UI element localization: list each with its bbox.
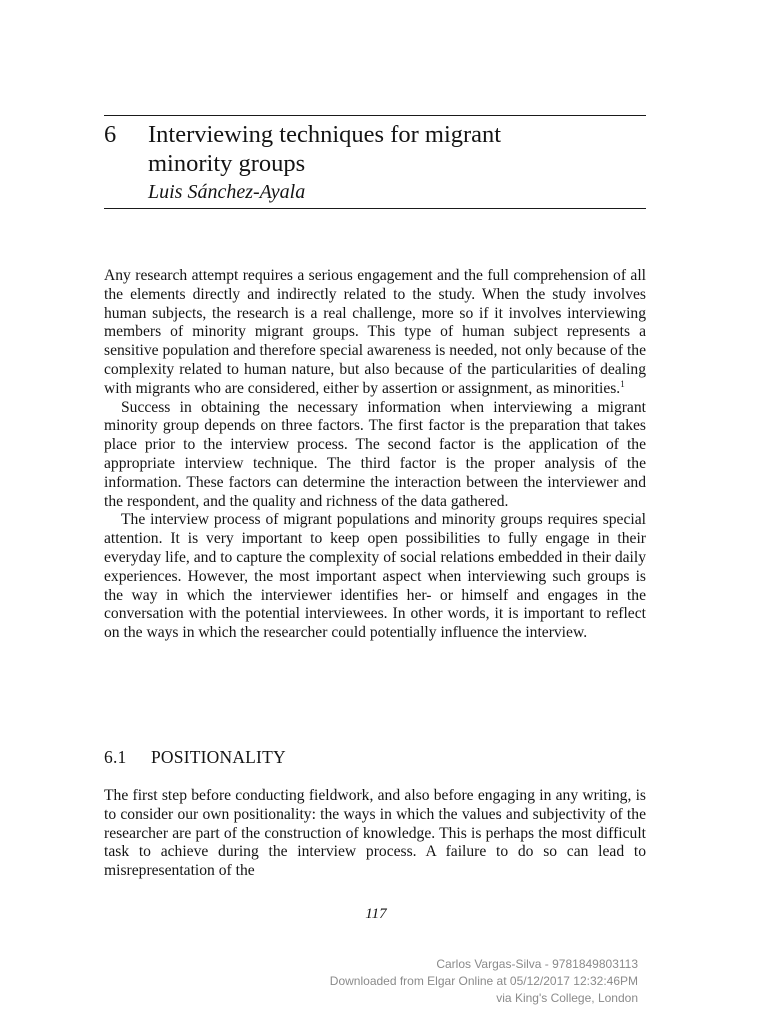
intro-paragraph-3: The interview process of migrant populations and minority groups requires special attention. It is very important to keep open possibilities to fully engage in their everyday life, and to capture the complexity of social relations embedded in their daily experiences. However, the most important aspect when interviewing such groups is the way in which the interviewer identifies her- or himself and engages in the conversation with the potential interviewees. In other words, it is important to reflect on the ways in which the researcher could potentially influence the interview. (104, 511, 646, 642)
chapter-title-line-1: Interviewing techniques for migrant (148, 121, 502, 148)
chapter-title (148, 120, 646, 178)
intro-paragraph-1 (104, 267, 646, 399)
intro-text (104, 267, 646, 643)
watermark-line-3: via King's College, London (496, 991, 638, 1005)
intro-paragraph-1-text: Any research attempt requires a serious engagement and the full comprehension of all the elements directly and indirectly related to the study. When the study involves human subjects, the research is a real challenge, more so if it involves interviewing members of minority migrant groups. This type of human subject represents a sensitive population and therefore special awareness is needed, not only because of the complexity related to human nature, but also because of the particularities of dealing with migrants who are considered, either by assertion or assignment, as minorities. (104, 267, 646, 397)
chapter-author: Luis Sánchez-Ayala (148, 181, 306, 203)
watermark-line-2: Downloaded from Elgar Online at 05/12/2017 12:32:46PM (329, 974, 638, 988)
section-number: 6.1 (104, 747, 127, 767)
chapter-title-line-2: minority groups (148, 150, 306, 177)
footnote-marker[interactable]: 1 (620, 378, 625, 389)
watermark-line-1: Carlos Vargas-Silva - 9781849803113 (436, 957, 638, 971)
download-watermark (330, 956, 638, 1007)
chapter-number: 6 (104, 121, 117, 148)
page-number: 117 (365, 906, 387, 922)
section-paragraph-1: The first step before conducting fieldwork, and also before engaging in any writing, is to consider our own positionality: the ways in which the values and subjectivity of the researcher are part of the construction of knowledge. This is perhaps the most difficult task to achieve during the interview process. A failure to do so can lead to misrepresentation of the (104, 787, 646, 880)
section-title: POSITIONALITY (151, 747, 286, 767)
chapter-top-rule (104, 115, 646, 116)
chapter-bottom-rule (104, 208, 646, 209)
section-heading (104, 746, 286, 768)
intro-paragraph-2: Success in obtaining the necessary information when interviewing a migrant minority group depends on three factors. The first factor is the preparation that takes place prior to the interview process. The second factor is the application of the appropriate interview technique. The third factor is the proper analysis of the information. These factors can determine the interaction between the interviewer and the respondent, and the quality and richness of the data gathered. (104, 398, 646, 510)
chapter-title-block (148, 120, 646, 205)
section-text (104, 787, 646, 881)
